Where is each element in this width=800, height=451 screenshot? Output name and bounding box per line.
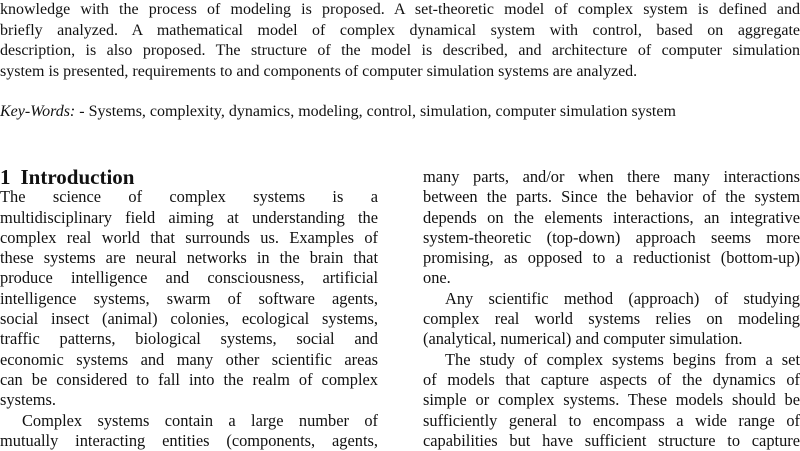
right-column-body bbox=[423, 167, 800, 451]
keywords-label: Key-Words: bbox=[0, 103, 76, 120]
text-line: complex real world systems relies on modeling bbox=[423, 309, 800, 329]
text-line: Any scientific method (approach) of studying bbox=[445, 288, 800, 308]
section-number: 1 bbox=[0, 165, 11, 189]
text-line: sufficiently general to encompass a wide range of bbox=[423, 410, 800, 430]
keywords-text: - Systems, complexity, dynamics, modeling, control, simulation, computer simulation system bbox=[75, 103, 676, 120]
text-line: one. bbox=[423, 268, 451, 288]
text-line: (analytical, numerical) and computer simulation. bbox=[423, 329, 743, 349]
section-heading bbox=[0, 167, 378, 187]
text-line: promising, as opposed to a reductionist (bottom-up) bbox=[423, 248, 800, 268]
text-line: mutually interacting entities (components, agents, bbox=[0, 430, 378, 450]
abstract-line: system is presented, requirements to and components of computer simulation systems are analyzed. bbox=[0, 62, 638, 80]
paragraph bbox=[0, 187, 378, 410]
paragraph bbox=[423, 289, 800, 350]
text-line: intelligence systems, swarm of software agents, bbox=[0, 288, 378, 308]
text-line: these systems are neural networks in the brain that bbox=[0, 248, 378, 268]
abstract-line: briefly analyzed. A mathematical model of complex dynamical system with control, based on aggregate bbox=[0, 21, 800, 39]
text-line: between the parts. Since the behavior of the system bbox=[423, 187, 800, 207]
text-line: traffic patterns, biological systems, social and bbox=[0, 329, 378, 349]
text-line: The study of complex systems begins from a set bbox=[445, 349, 800, 369]
text-line: depends on the elements interactions, an integrative bbox=[423, 207, 800, 227]
text-line: social insect (animal) colonies, ecological systems, bbox=[0, 309, 378, 329]
text-line: produce intelligence and consciousness, artificial bbox=[0, 268, 378, 288]
section-title: Introduction bbox=[20, 165, 135, 189]
text-line: multidisciplinary field aiming at understanding the bbox=[0, 207, 378, 227]
text-line: can be considered to fall into the realm of complex bbox=[0, 369, 378, 389]
left-column bbox=[0, 167, 378, 451]
text-line: systems. bbox=[0, 390, 57, 410]
text-line: complex real world that surrounds us. Examples of bbox=[0, 227, 378, 247]
right-column bbox=[423, 167, 800, 451]
text-line: economic systems and many other scientific areas bbox=[0, 349, 378, 369]
keywords bbox=[0, 102, 676, 123]
text-line: of models that capture aspects of the dynamics of bbox=[423, 369, 800, 389]
abstract-line: description, is also proposed. The structure of the model is described, and architecture of computer simulation bbox=[0, 42, 800, 59]
text-line: many parts, and/or when there many interactions bbox=[423, 167, 800, 186]
text-line: The science of complex systems is a bbox=[0, 187, 378, 207]
text-line: system-theoretic (top-down) approach seems more bbox=[423, 227, 800, 247]
paragraph bbox=[423, 350, 800, 451]
abstract-line: knowledge with the process of modeling is proposed. A set-theoretic model of complex system is defined and bbox=[0, 1, 800, 18]
abstract bbox=[0, 0, 800, 82]
text-line: simple or complex systems. These models should be bbox=[423, 390, 800, 410]
text-line: capabilities but have sufficient structure to capture bbox=[423, 430, 800, 450]
text-line: Complex systems contain a large number of bbox=[22, 410, 378, 430]
paragraph bbox=[423, 167, 800, 289]
paragraph bbox=[0, 411, 378, 451]
left-column-body bbox=[0, 187, 378, 451]
